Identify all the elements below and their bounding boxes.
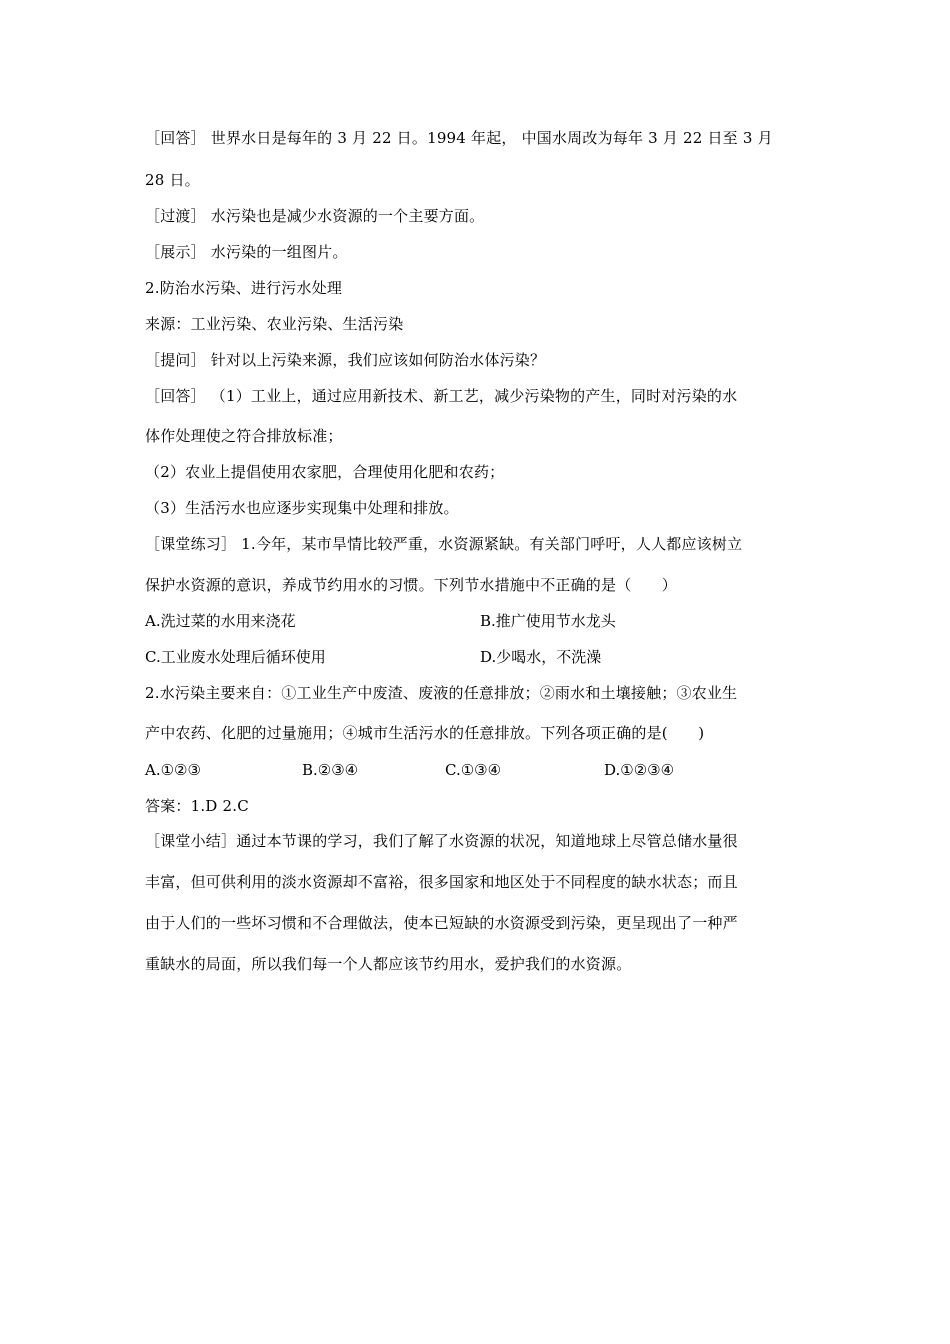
summary-line-4: 重缺水的局面，所以我们每一个人都应该节约用水，爱护我们的水资源。: [145, 955, 632, 973]
exercise-2-option-c: C.①③④: [445, 761, 502, 779]
pollution-sources: 来源：工业污染、农业污染、生活污染: [145, 315, 404, 333]
exercise-1-line-1: ［课堂练习］ 1.今年，某市旱情比较严重，水资源紧缺。有关部门呼吁，人人都应该树立: [145, 535, 743, 553]
answer-key: 答案：1.D 2.C: [145, 797, 249, 815]
exercise-2-line-2: 产中农药、化肥的过量施用；④城市生活污水的任意排放。下列各项正确的是( ): [145, 724, 705, 742]
answer-prevention-line-1: ［回答］ （1）工业上，通过应用新技术、新工艺，减少污染物的产生，同时对污染的水: [145, 387, 738, 405]
summary-line-1: ［课堂小结］通过本节课的学习，我们了解了水资源的状况，知道地球上尽管总储水量很: [145, 832, 738, 850]
exercise-1-option-d: D.少喝水，不洗澡: [480, 648, 602, 666]
exercise-1-option-c: C.工业废水处理后循环使用: [145, 648, 326, 666]
exercise-1-option-b: B.推广使用节水龙头: [480, 612, 616, 630]
exercise-1-line-2: 保护水资源的意识，养成节约用水的习惯。下列节水措施中不正确的是（ ）: [145, 576, 678, 594]
exercise-2-line-1: 2.水污染主要来自：①工业生产中废渣、废液的任意排放；②雨水和土壤接触；③农业生: [145, 684, 738, 702]
section-heading: 2.防治水污染、进行污水处理: [145, 279, 343, 297]
domestic-measure: （3）生活污水也应逐步实现集中处理和排放。: [145, 499, 459, 517]
display-text: ［展示］ 水污染的一组图片。: [145, 243, 348, 261]
answer-world-water-day-line-2: 28 日。: [145, 171, 200, 189]
exercise-2-option-a: A.①②③: [145, 761, 201, 779]
transition-text: ［过渡］ 水污染也是减少水资源的一个主要方面。: [145, 207, 485, 225]
exercise-1-option-a: A.洗过菜的水用来浇花: [145, 612, 296, 630]
question-text: ［提问］ 针对以上污染来源，我们应该如何防治水体污染？: [145, 351, 546, 369]
summary-line-3: 由于人们的一些坏习惯和不合理做法，使本已短缺的水资源受到污染，更呈现出了一种严: [145, 914, 738, 932]
agriculture-measure: （2）农业上提倡使用农家肥，合理使用化肥和农药；: [145, 463, 505, 481]
summary-line-2: 丰富，但可供利用的淡水资源却不富裕，很多国家和地区处于不同程度的缺水状态；而且: [145, 873, 738, 891]
exercise-2-option-b: B.②③④: [302, 761, 359, 779]
exercise-2-option-d: D.①②③④: [604, 761, 675, 779]
answer-world-water-day-line-1: ［回答］ 世界水日是每年的 3 月 22 日。1994 年起， 中国水周改为每年 3 月 22 日至 3 月: [145, 129, 773, 147]
answer-prevention-line-2: 体作处理使之符合排放标准；: [145, 427, 343, 445]
